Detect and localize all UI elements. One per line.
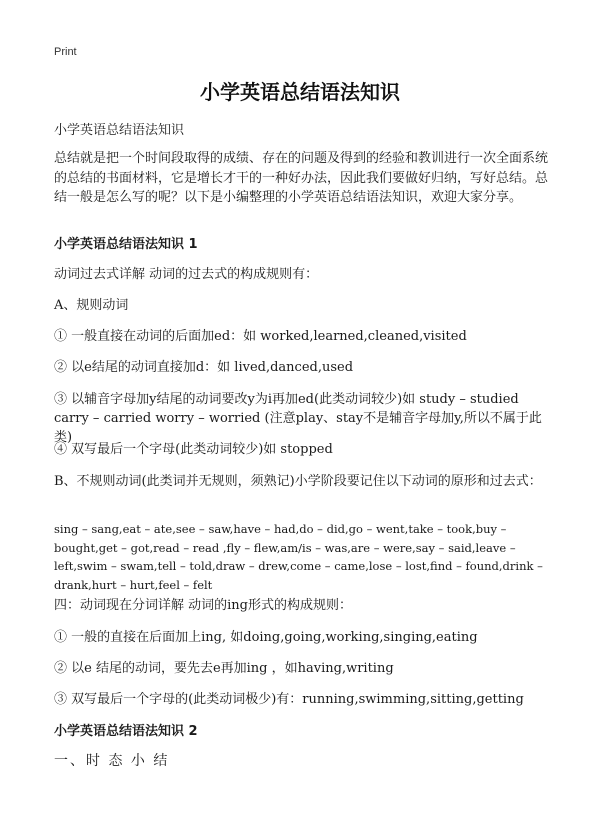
rule-3: ③ 以辅音字母加y结尾的动词要改y为i再加ed(此类动词较少)如 study – studied carry – carried worry – worried (注意play、stay不是辅音字母加y,所以不属于此类) xyxy=(54,392,542,445)
rule-2: ② 以e结尾的动词直接加d：如 lived,danced,used xyxy=(54,360,354,375)
rule-1: ① 一般直接在动词的后面加ed：如 worked,learned,cleaned,visited xyxy=(54,329,467,344)
irregular-verbs-intro: B、不规则动词(此类词并无规则，须熟记)小学阶段要记住以下动词的原形和过去式： xyxy=(54,474,542,489)
intro-paragraph: 总结就是把一个时间段取得的成绩、存在的问题及得到的经验和教训进行一次全面系统的总结的书面材料，它是增长才干的一种好办法，因此我们要做好归纳，写好总结。总结一般是怎么写的呢？以下是小编整理的小学英语总结语法知识，欢迎大家分享。 xyxy=(54,151,549,205)
article-subtitle: 小学英语总结语法知识 xyxy=(54,123,185,138)
print-link[interactable]: Print xyxy=(54,46,77,58)
page-title: 小学英语总结语法知识 xyxy=(200,80,400,104)
section-heading-2: 小学英语总结语法知识 2 xyxy=(54,724,198,739)
regular-verbs-heading: A、规则动词 xyxy=(54,298,129,313)
ing-rule-2: ② 以e 结尾的动词，要先去e再加ing ，如having,writing xyxy=(54,661,394,676)
rule-4: ④ 双写最后一个字母(此类动词较少)如 stopped xyxy=(54,442,333,457)
tense-summary-heading: 一、时 态 小 结 xyxy=(54,753,170,769)
irregular-verbs-list: sing – sang,eat – ate,see – saw,have – had,do – did,go – went,take – took,buy – bought,get – got,read – read ,fly – flew,am/is – was,are – were,say – said,leave – left,swim – swam,tell – told,draw – drew,come – came,lose – lost,find – found,drink – drank,hurt – hurt,feel – felt xyxy=(54,522,543,592)
past-tense-intro: 动词过去式详解 动词的过去式的构成规则有： xyxy=(54,267,319,282)
ing-rule-1: ① 一般的直接在后面加上ing, 如doing,going,working,singing,eating xyxy=(54,630,478,645)
ing-form-intro: 四：动词现在分词详解 动词的ing形式的构成规则： xyxy=(54,598,352,613)
section-heading-1: 小学英语总结语法知识 1 xyxy=(54,237,198,252)
ing-rule-3: ③ 双写最后一个字母的(此类动词极少)有：running,swimming,sitting,getting xyxy=(54,692,524,707)
